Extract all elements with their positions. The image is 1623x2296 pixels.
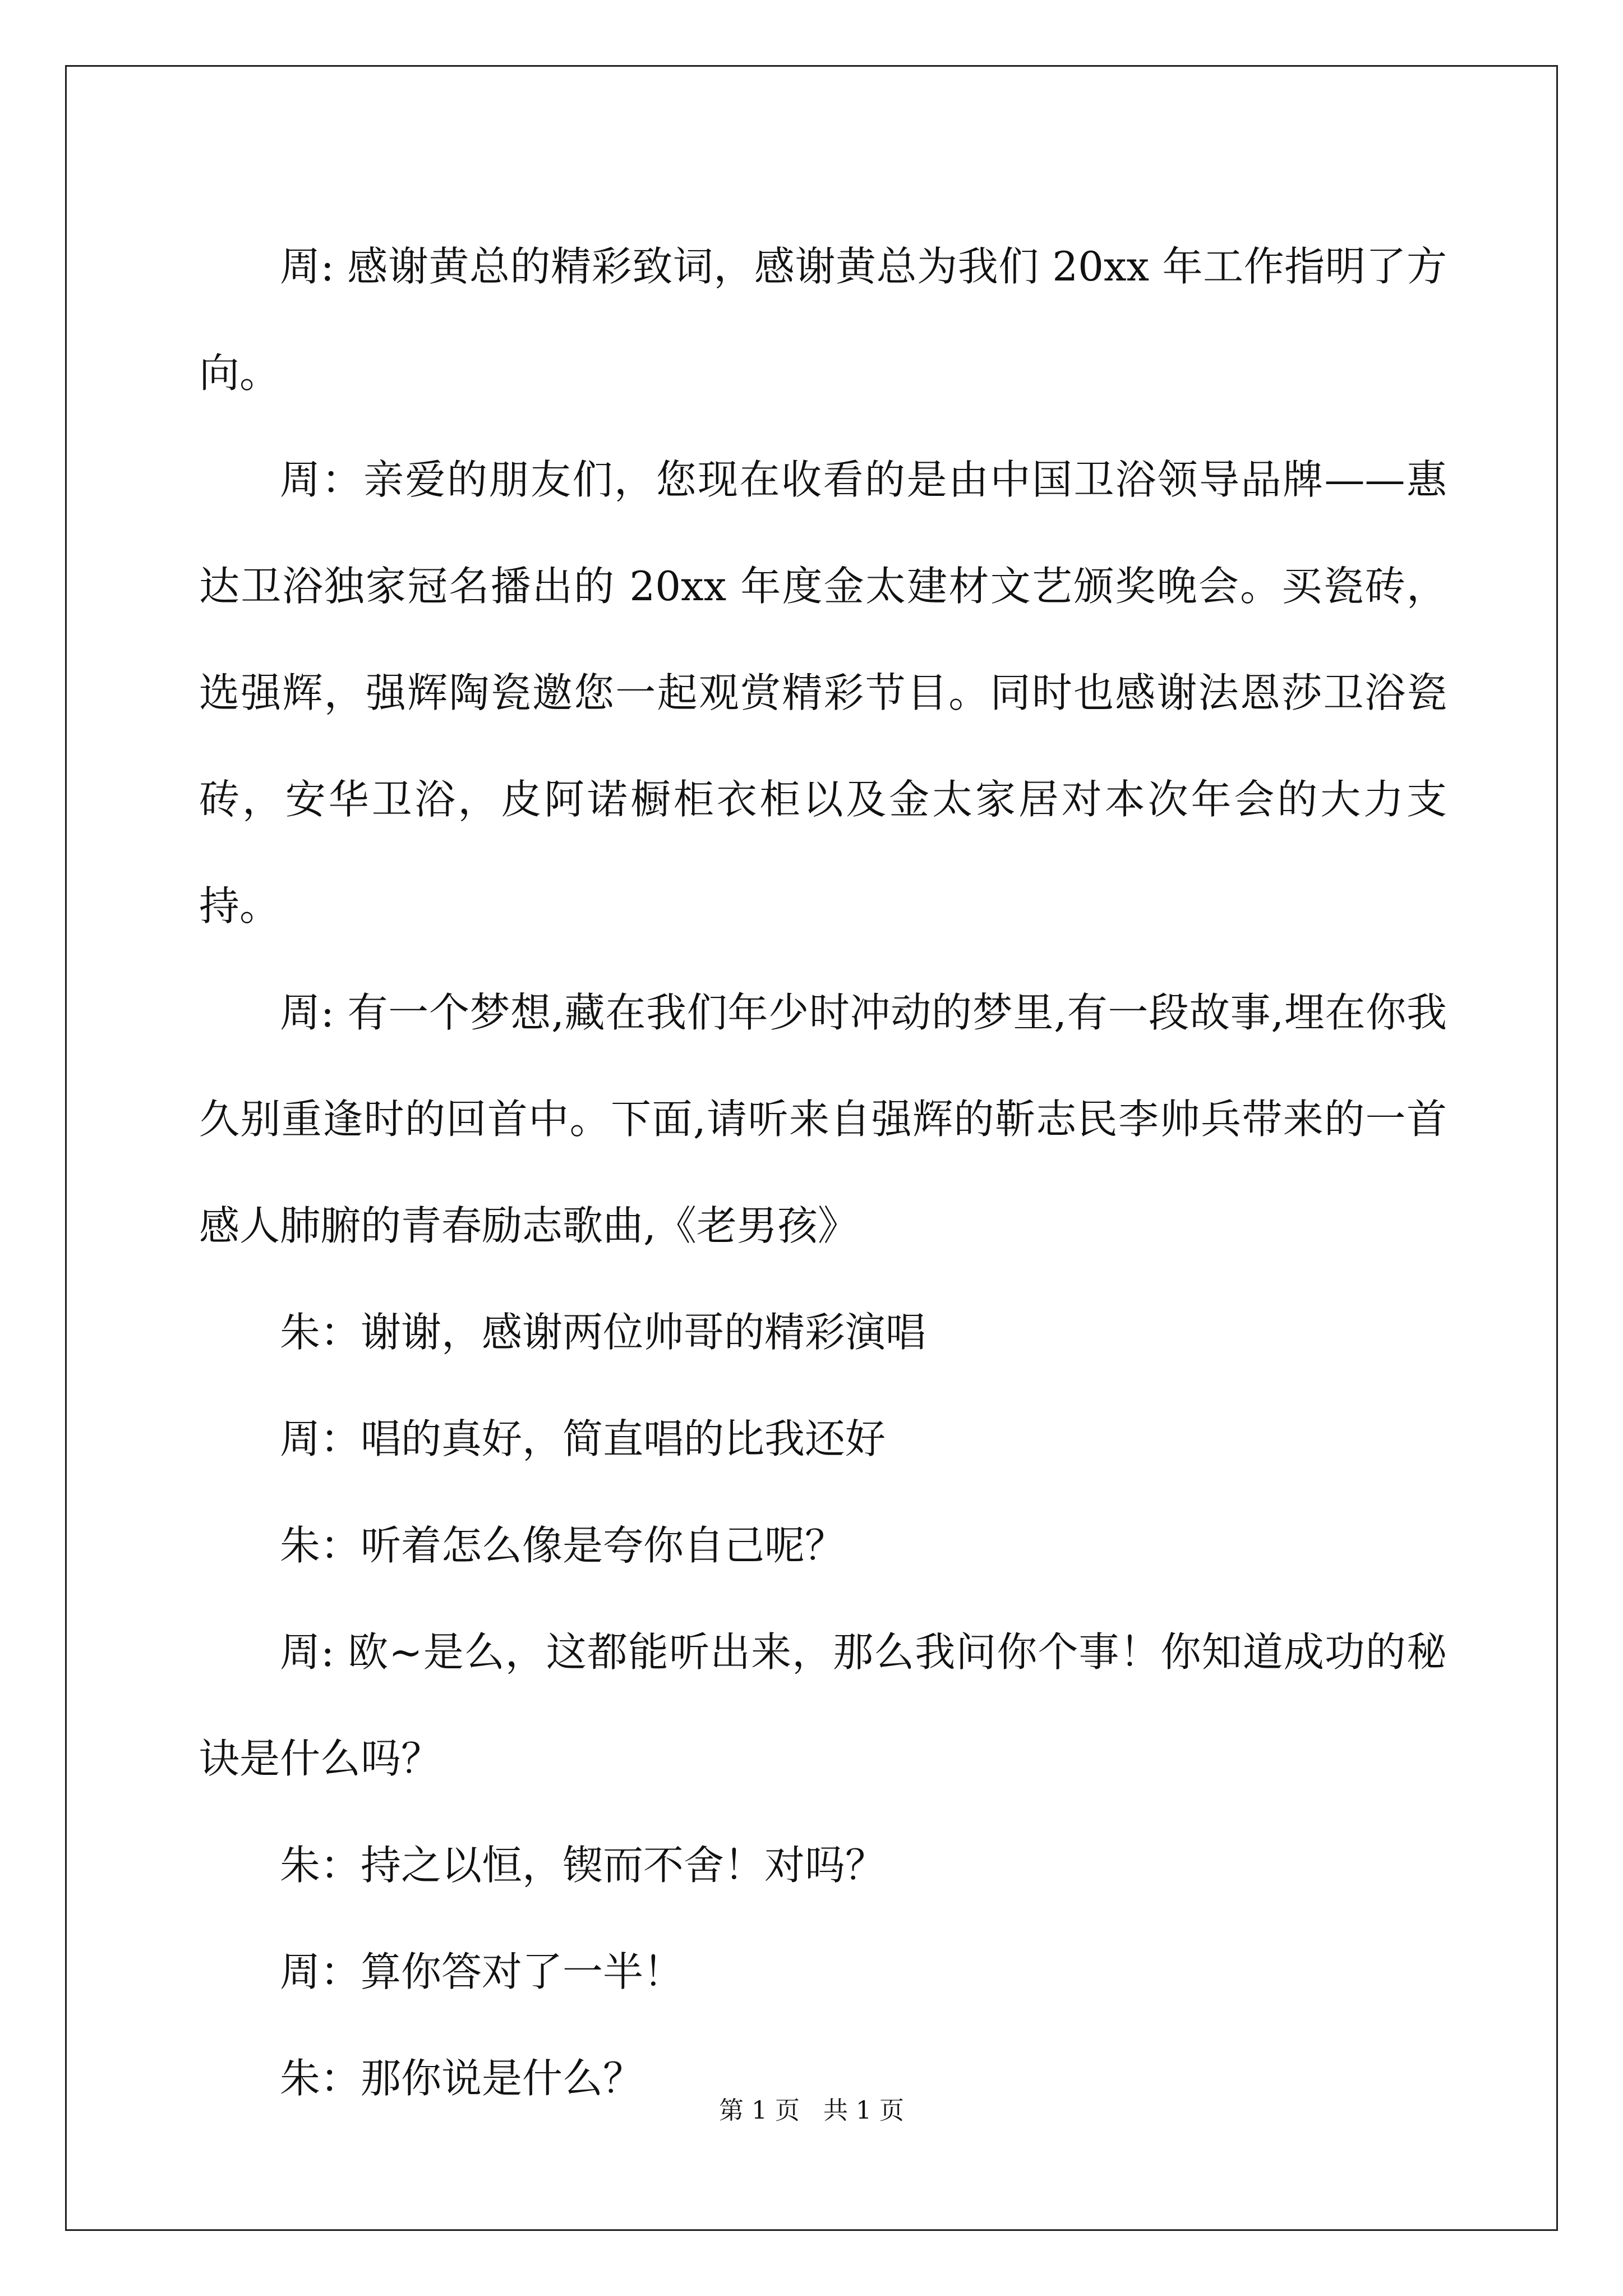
paragraph: 朱：谢谢，感谢两位帅哥的精彩演唱: [280, 1309, 926, 1356]
paragraph: 周：算你答对了一半！: [280, 1948, 684, 1995]
paragraph: 朱：持之以恒，锲而不舍！对吗？: [280, 1842, 886, 1889]
document-body: [199, 213, 1447, 2132]
paragraph: 周: 感谢黄总的精彩致词，感谢黄总为我们 20xx 年工作指明了方向。: [199, 243, 1447, 397]
paragraph: 周：唱的真好，简直唱的比我还好: [280, 1415, 886, 1462]
page-number-footer: 第 1 页 共 1 页: [719, 2096, 904, 2125]
paragraph: 朱：听着怎么像是夸你自己呢？: [280, 1522, 846, 1569]
paragraph: 周: 欧~是么，这都能听出来，那么我问你个事！你知道成功的秘诀是什么吗？: [199, 1628, 1447, 1782]
paragraph: 朱：那你说是什么？: [280, 2055, 644, 2102]
paragraph: 周: 有一个梦想,藏在我们年少时冲动的梦里,有一段故事,埋在你我久别重逢时的回首中。下面,请听来自强辉的靳志民李帅兵带来的一首感人肺腑的青春励志歌曲,《老男孩》: [199, 989, 1447, 1249]
paragraph: 周：亲爱的朋友们，您现在收看的是由中国卫浴领导品牌——惠达卫浴独家冠名播出的 20xx 年度金太建材文艺颁奖晚会。买瓷砖，选强辉，强辉陶瓷邀您一起观赏精彩节目。同时也感谢法恩莎卫浴瓷砖，安华卫浴，皮阿诺橱柜衣柜以及金太家居对本次年会的大力支持。: [199, 456, 1447, 930]
